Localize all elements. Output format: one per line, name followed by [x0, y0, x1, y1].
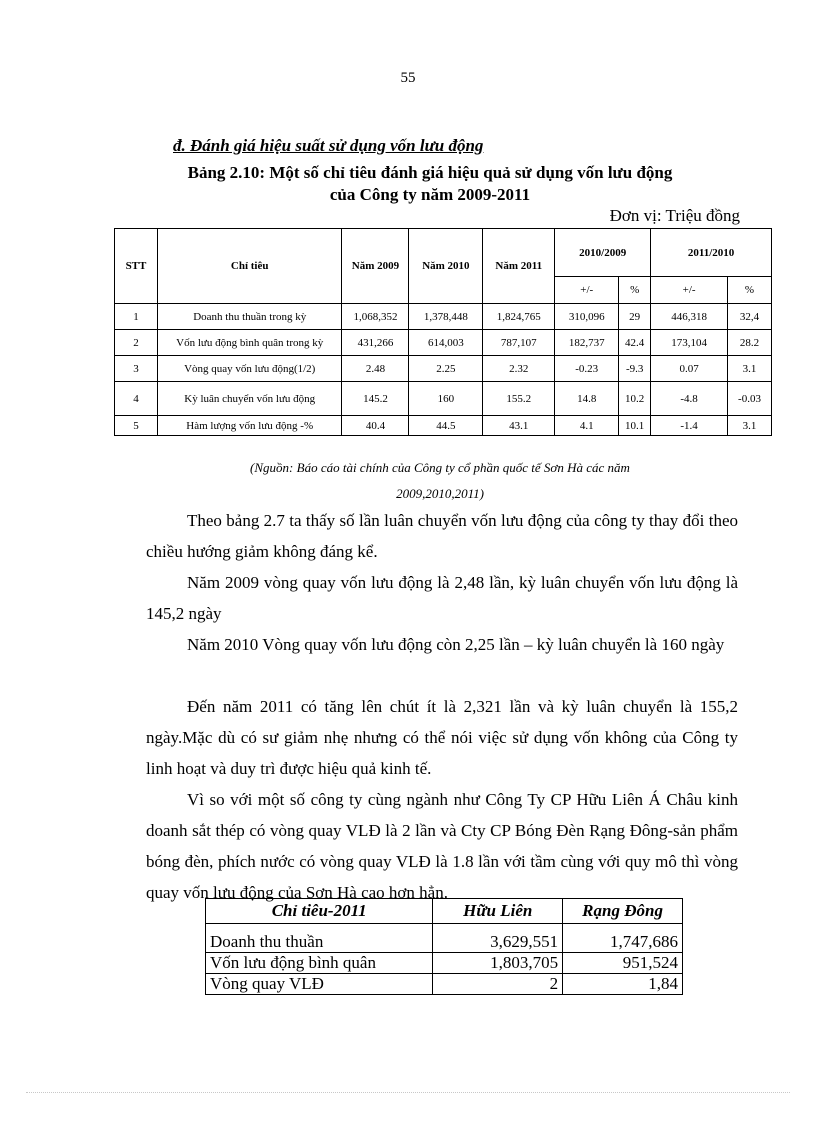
cell-diff-2: 0.07 [651, 356, 728, 382]
cell-diff-2: -1.4 [651, 416, 728, 436]
cell-2010: 160 [409, 382, 483, 416]
table-title-line-1: Bảng 2.10: Một số chỉ tiêu đánh giá hiệu quả sử dụng vốn lưu động [187, 163, 673, 182]
header-indicator: Chỉ tiêu [157, 229, 342, 304]
cell-pct-2: -0.03 [728, 382, 772, 416]
source-note-line-1: (Nguồn: Báo cáo tài chính của Công ty cổ phần quốc tế Sơn Hà các năm [250, 460, 630, 475]
cell-pct-1: 10.2 [619, 382, 651, 416]
header-diff-1: +/- [555, 277, 619, 304]
cell-2011: 2.32 [483, 356, 555, 382]
cell-indicator: Kỳ luân chuyển vốn lưu động [157, 382, 342, 416]
table-row [206, 953, 683, 974]
comparison-header-huu-lien: Hữu Liên [433, 899, 563, 924]
cell-2011: 43.1 [483, 416, 555, 436]
header-2011: Năm 2011 [483, 229, 555, 304]
page-number: 55 [400, 70, 416, 86]
table-row [115, 382, 772, 416]
section-heading: đ. Đánh giá hiệu suất sử dụng vốn lưu động [173, 136, 484, 155]
cell-diff-1: 182,737 [555, 330, 619, 356]
source-note [180, 455, 700, 507]
cell-pct-1: 10.1 [619, 416, 651, 436]
table-row [115, 356, 772, 382]
cell-diff-2: -4.8 [651, 382, 728, 416]
cell-pct-1: -9.3 [619, 356, 651, 382]
cell-2009: 145.2 [342, 382, 409, 416]
page-bottom-divider [26, 1092, 790, 1093]
source-note-line-2: 2009,2010,2011) [396, 486, 484, 501]
comparison-rang-dong-value: 1,747,686 [563, 924, 683, 953]
cell-pct-2: 3.1 [728, 416, 772, 436]
table-row [115, 304, 772, 330]
cell-2011: 1,824,765 [483, 304, 555, 330]
indicator-table [114, 228, 772, 436]
cell-2009: 40.4 [342, 416, 409, 436]
cell-diff-1: -0.23 [555, 356, 619, 382]
comparison-label: Vốn lưu động bình quân [206, 953, 433, 974]
cell-pct-1: 42.4 [619, 330, 651, 356]
comparison-huu-lien-value: 1,803,705 [433, 953, 563, 974]
header-2009: Năm 2009 [342, 229, 409, 304]
comparison-label: Vòng quay VLĐ [206, 974, 433, 995]
cell-2010: 1,378,448 [409, 304, 483, 330]
cell-2009: 431,266 [342, 330, 409, 356]
table-row [115, 330, 772, 356]
comparison-rang-dong-value: 951,524 [563, 953, 683, 974]
header-2010: Năm 2010 [409, 229, 483, 304]
comparison-table [205, 898, 683, 995]
comparison-huu-lien-value: 2 [433, 974, 563, 995]
table-title [140, 162, 720, 206]
comparison-header-indicator: Chỉ tiêu-2011 [206, 899, 433, 924]
cell-indicator: Vòng quay vốn lưu động(1/2) [157, 356, 342, 382]
cell-stt: 1 [115, 304, 158, 330]
cell-stt: 4 [115, 382, 158, 416]
table-row [206, 924, 683, 953]
comparison-huu-lien-value: 3,629,551 [433, 924, 563, 953]
cell-2009: 2.48 [342, 356, 409, 382]
cell-diff-2: 173,104 [651, 330, 728, 356]
paragraph-1: Theo bảng 2.7 ta thấy số lần luân chuyển vốn lưu động của công ty thay đổi theo chiều hướng giảm không đáng kể. [146, 511, 738, 561]
cell-indicator: Vốn lưu động bình quân trong kỳ [157, 330, 342, 356]
cell-pct-2: 3.1 [728, 356, 772, 382]
cell-indicator: Doanh thu thuần trong kỳ [157, 304, 342, 330]
header-2010-2009: 2010/2009 [555, 229, 651, 277]
unit-label: Đơn vị: Triệu đồng [609, 206, 740, 225]
header-stt: STT [115, 229, 158, 304]
comparison-rang-dong-value: 1,84 [563, 974, 683, 995]
paragraph-5: Vì so với một số công ty cùng ngành như Công Ty CP Hữu Liên Á Châu kinh doanh sắt thép có vòng quay VLĐ là 2 lần và Cty CP Bóng Đèn Rạng Đông-sản phẩm bóng đèn, phích nước có vòng quay VLĐ là 1.8 lần với tầm cùng với quy mô thì vòng quay vốn lưu động của Sơn Hà cao hơn hẳn. [146, 790, 738, 902]
cell-indicator: Hàm lượng vốn lưu động -% [157, 416, 342, 436]
table-title-line-2: của Công ty năm 2009-2011 [329, 185, 531, 204]
header-2011-2010: 2011/2010 [651, 229, 772, 277]
cell-2010: 614,003 [409, 330, 483, 356]
cell-2009: 1,068,352 [342, 304, 409, 330]
table-row [115, 416, 772, 436]
cell-pct-2: 28.2 [728, 330, 772, 356]
cell-pct-1: 29 [619, 304, 651, 330]
paragraph-4: Đến năm 2011 có tăng lên chút ít là 2,321 lần và kỳ luân chuyển là 155,2 ngày.Mặc dù có sư giảm nhẹ nhưng có thể nói việc sử dụng vốn không của Công ty linh hoạt và duy trì được hiệu quả kinh tế. [146, 697, 738, 778]
cell-diff-1: 310,096 [555, 304, 619, 330]
cell-2011: 787,107 [483, 330, 555, 356]
cell-stt: 3 [115, 356, 158, 382]
cell-stt: 5 [115, 416, 158, 436]
header-pct-2: % [728, 277, 772, 304]
cell-pct-2: 32,4 [728, 304, 772, 330]
comparison-label: Doanh thu thuần [206, 924, 433, 953]
cell-diff-1: 14.8 [555, 382, 619, 416]
header-diff-2: +/- [651, 277, 728, 304]
cell-2010: 2.25 [409, 356, 483, 382]
cell-2011: 155.2 [483, 382, 555, 416]
paragraph-3: Năm 2010 Vòng quay vốn lưu động còn 2,25 lần – kỳ luân chuyển là 160 ngày [187, 635, 725, 654]
comparison-header-rang-dong: Rạng Đông [563, 899, 683, 924]
table-row [206, 974, 683, 995]
cell-2010: 44.5 [409, 416, 483, 436]
cell-diff-1: 4.1 [555, 416, 619, 436]
header-pct-1: % [619, 277, 651, 304]
paragraph-2: Năm 2009 vòng quay vốn lưu động là 2,48 lần, kỳ luân chuyển vốn lưu động là 145,2 ngày [146, 573, 738, 623]
cell-stt: 2 [115, 330, 158, 356]
cell-diff-2: 446,318 [651, 304, 728, 330]
